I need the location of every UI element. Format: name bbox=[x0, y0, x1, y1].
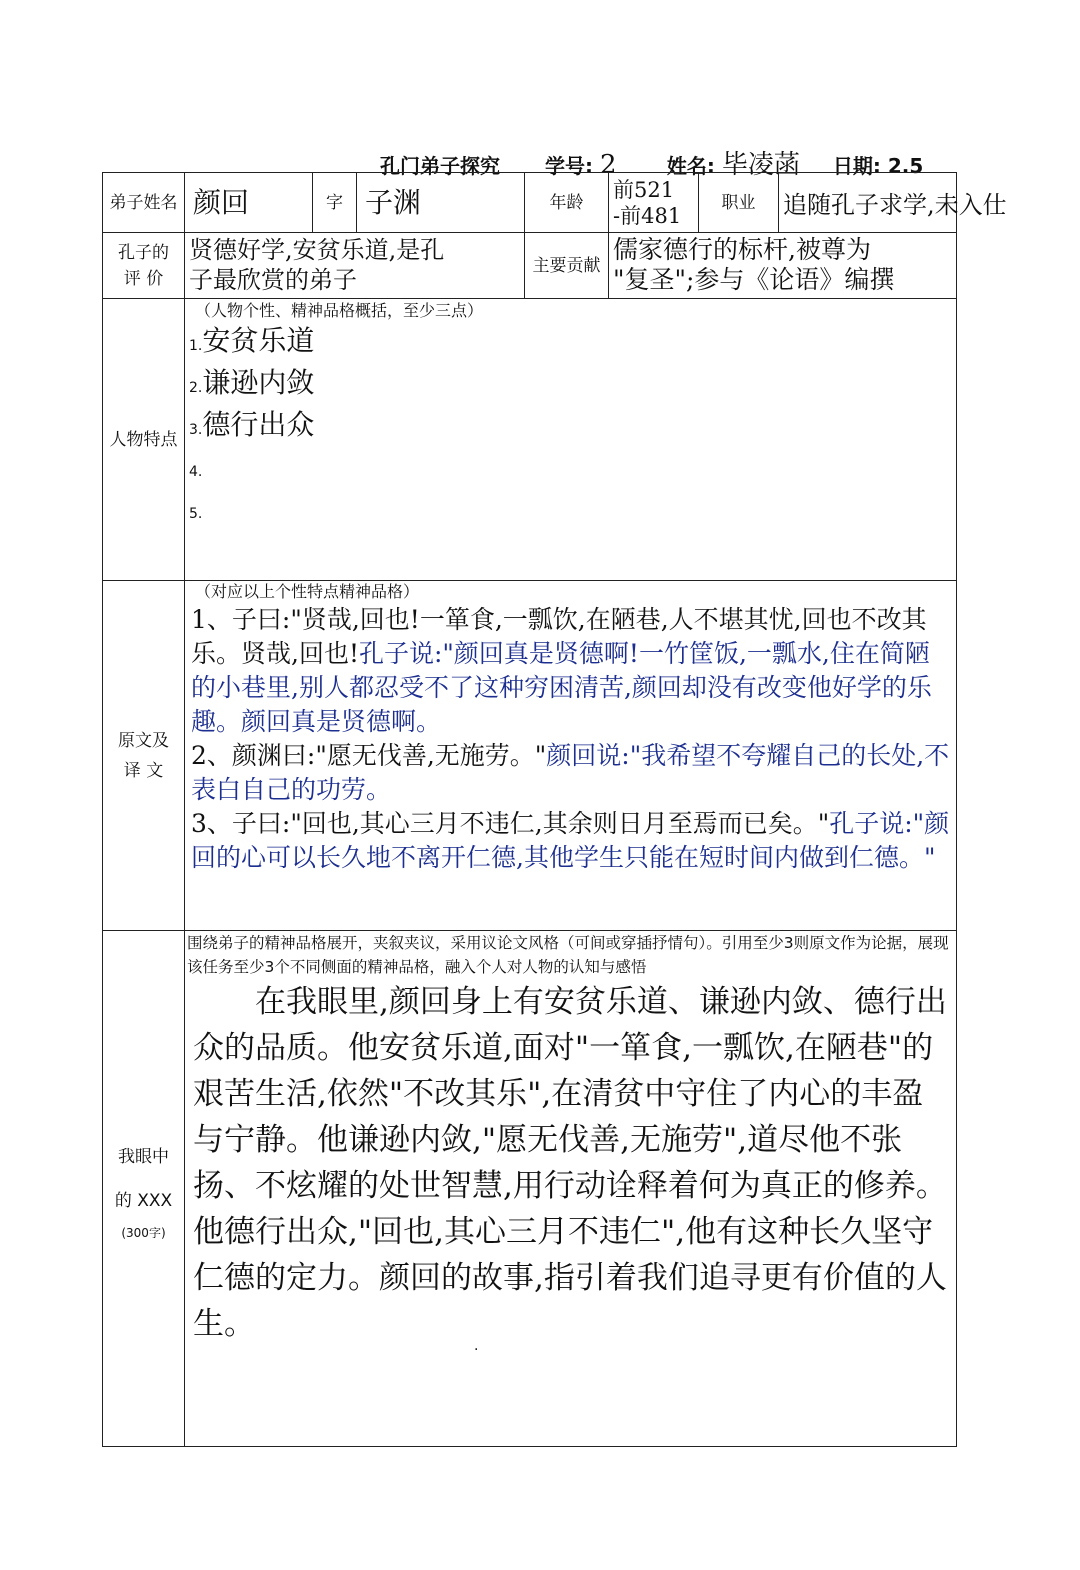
my-view-label-line1: 我眼中 bbox=[118, 1146, 169, 1167]
trait-item: 1.安贫乐道 bbox=[189, 324, 315, 357]
my-view-label bbox=[103, 931, 185, 1447]
trait-item: 3.德行出众 bbox=[189, 408, 315, 441]
character-traits-label: 人物特点 bbox=[103, 299, 185, 581]
orig-label-line1: 原文及 bbox=[118, 730, 169, 751]
essay-text: 在我眼里,颜回身上有安贫乐道、谦逊内敛、德行出众的品质。他安贫乐道,面对"一箪食,一瓢饮,在陋巷"的艰苦生活,依然"不改其乐",在清贫中守住了内心的丰盈与宁静。他谦逊内敛,"愿无伐善,无施劳",道尽他不张扬、不炫耀的处世智慧,用行动诠释着何为真正的修养。他德行出众,"回也,其心三月不违仁",他有这种长久坚守仁德的定力。颜回的故事,指引着我们追寻更有价值的人生。 bbox=[193, 984, 947, 1342]
age-value bbox=[609, 173, 699, 233]
date-value: 2.5 bbox=[887, 154, 924, 178]
worksheet-title: 孔门弟子探究 bbox=[380, 154, 500, 178]
translation-3: 孔子说:"颜回的心可以长久地不离开仁德,其他学生只能在短时间内做到仁德。" bbox=[191, 809, 950, 872]
trait-item: 5. bbox=[189, 506, 203, 522]
student-id-label: 学号: bbox=[544, 154, 593, 178]
disciple-name-value: 颜回 bbox=[185, 173, 313, 233]
student-id-value: 2 bbox=[599, 150, 617, 180]
quote-2: 2、颜渊曰:"愿无伐善,无施劳。" bbox=[191, 741, 547, 770]
courtesy-name-value: 子渊 bbox=[357, 173, 525, 233]
disciple-name-label: 弟子姓名 bbox=[103, 173, 185, 233]
worksheet-table bbox=[102, 172, 1007, 1447]
eval-label-line1: 孔子的 bbox=[118, 242, 169, 263]
confucius-evaluation-label bbox=[103, 233, 185, 299]
orig-label-line2: 译 文 bbox=[123, 760, 164, 781]
age-value-line1: 前521 bbox=[613, 177, 675, 202]
main-contribution-label: 主要贡献 bbox=[525, 233, 609, 299]
student-name-label: 姓名: bbox=[666, 154, 715, 178]
translation-1: 孔子说:"颜回真是贤德啊!一竹筐饭,一瓢水,住在简陋的小巷里,别人都忍受不了这种穷困清苦,颜回却没有改变他好学的乐趣。颜回真是贤德啊。 bbox=[191, 639, 932, 736]
quote-3: 3、子曰:"回也,其心三月不违仁,其余则日月至焉而已矣。" bbox=[191, 809, 830, 838]
contrib-line1: 儒家德行的标杆,被尊为 bbox=[613, 235, 871, 264]
original-and-translation-label bbox=[103, 581, 185, 931]
original-text-block bbox=[185, 603, 956, 875]
trait-item: 2.谦逊内敛 bbox=[189, 366, 315, 399]
courtesy-name-label: 字 bbox=[313, 173, 357, 233]
occupation-label: 职业 bbox=[699, 173, 779, 233]
translation-2: 颜回说:"我希望不夸耀自己的长处,不表白自己的功劳。 bbox=[191, 741, 950, 804]
my-view-label-line2: 的 XXX bbox=[114, 1190, 173, 1211]
traits-list bbox=[185, 323, 956, 533]
original-instruction: （对应以上个性特点精神品格） bbox=[195, 582, 420, 601]
eval-line1: 贤德好学,安贫乐道,是孔 bbox=[189, 236, 445, 264]
main-contribution-value bbox=[609, 233, 957, 299]
trait-item: 4. bbox=[189, 464, 203, 480]
student-name-value: 毕凌菡 bbox=[721, 150, 800, 180]
age-value-line2: -前481 bbox=[613, 203, 682, 228]
date-label: 日期: bbox=[832, 154, 881, 178]
stray-dot: · bbox=[474, 1342, 479, 1358]
word-limit-label: (300字) bbox=[121, 1225, 166, 1240]
contrib-line2: "复圣";参与《论语》编撰 bbox=[613, 265, 895, 294]
character-traits-cell bbox=[185, 299, 957, 581]
occupation-value: 追随孔子求学,未入仕 bbox=[779, 173, 957, 233]
traits-instruction: （人物个性、精神品格概括，至少三点） bbox=[195, 301, 484, 320]
age-label: 年龄 bbox=[525, 173, 609, 233]
confucius-evaluation-value bbox=[185, 233, 525, 299]
eval-label-line2: 评 价 bbox=[123, 268, 164, 289]
my-view-cell bbox=[185, 931, 957, 1447]
essay-instruction: 围绕弟子的精神品格展开，夹叙夹议，采用议论文风格（可间或穿插抒情句）。引用至少3则原文作为论据，展现该任务至少3个不同侧面的精神品格，融入个人对人物的认知与感悟 bbox=[187, 934, 949, 976]
quote-1: 1、子曰:"贤哉,回也!一箪食,一瓢饮,在陋巷,人不堪其忧,回也不改其乐。贤哉,回也! bbox=[191, 605, 927, 668]
original-and-translation-cell bbox=[185, 581, 957, 931]
eval-line2: 子最欣赏的弟子 bbox=[189, 266, 357, 294]
